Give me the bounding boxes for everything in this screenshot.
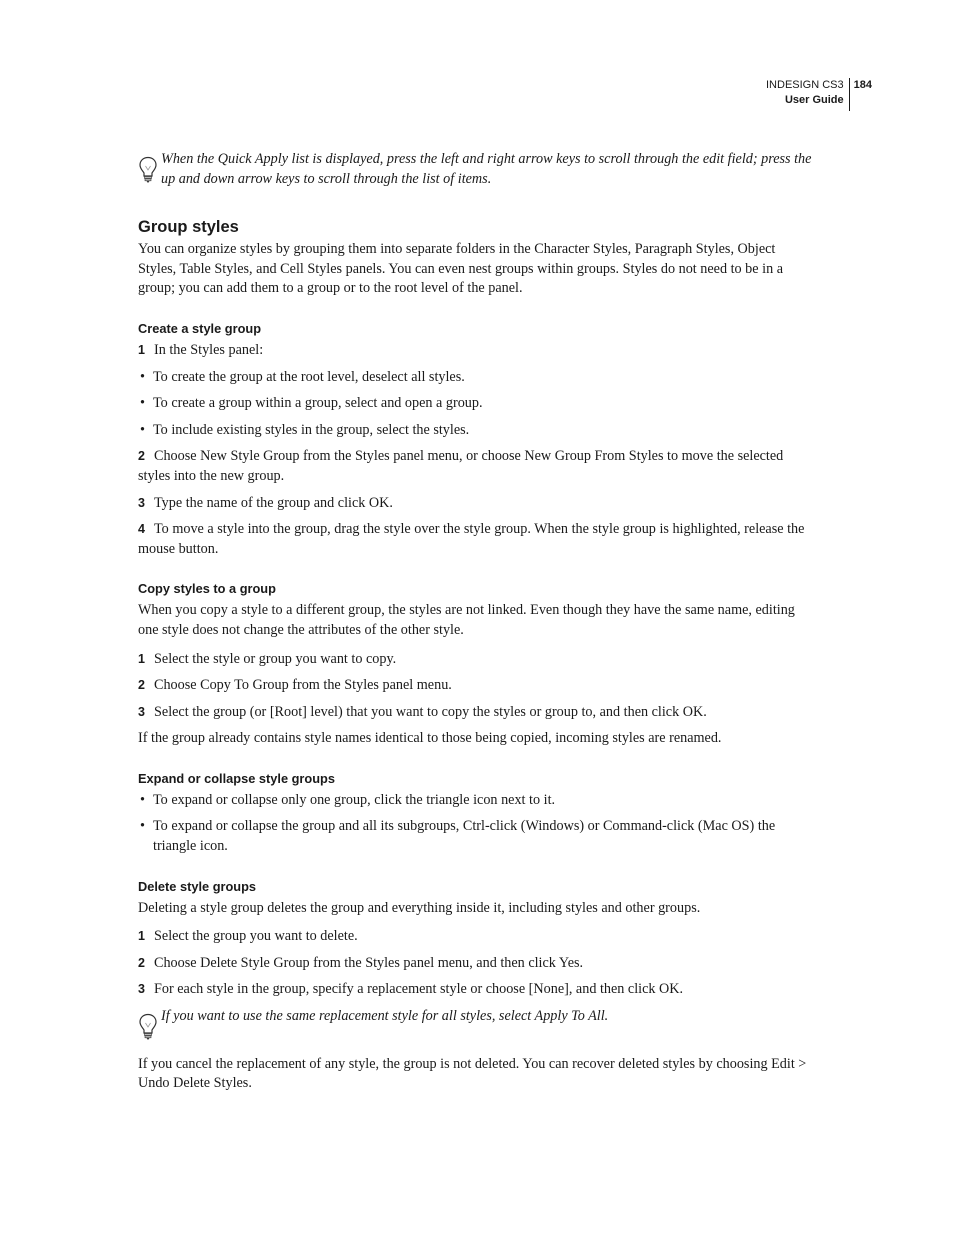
step-text: Choose New Style Group from the Styles panel menu, or choose New Group From Styles to move the selected styles into the new group. (138, 448, 784, 484)
tip-apply-to-all (138, 1007, 816, 1027)
expand-bullet-2 (138, 817, 816, 856)
step-text: To move a style into the group, drag the style over the style group. When the style group is highlighted, release the mouse button. (138, 521, 805, 557)
create-heading: Create a style group (138, 320, 262, 336)
step-number: 1 (138, 651, 145, 666)
copy-heading: Copy styles to a group (138, 581, 276, 597)
bullet-marker: • (140, 791, 145, 808)
delete-step-1 (138, 927, 816, 947)
section-heading: Group styles (138, 218, 239, 237)
tip-text: When the Quick Apply list is displayed, press the left and right arrow keys to scroll through the edit field; press the up and down arrow keys to scroll through the list of items. (161, 151, 812, 187)
page-content (138, 150, 816, 1094)
create-bullet-2 (138, 394, 816, 414)
delete-step-3 (138, 980, 816, 1000)
section-intro: You can organize styles by grouping them into separate folders in the Character Styles, Paragraph Styles, Object Styles, Table Styles, and Cell Styles panels. You can even nest groups within groups. Styles do not need to be in a group; you can add them to a group or to the root level of the panel. (138, 241, 784, 297)
delete-step-2 (138, 954, 816, 974)
lightbulb-icon (138, 1013, 158, 1041)
delete-heading: Delete style groups (138, 878, 257, 894)
bullet-text: To create a group within a group, select and open a group. (153, 395, 483, 412)
copy-note: If the group already contains style names identical to those being copied, incoming styles are renamed. (138, 730, 722, 747)
step-text: Choose Copy To Group from the Styles panel menu. (154, 677, 452, 694)
copy-step-1 (138, 650, 816, 670)
step-text: Select the group you want to delete. (154, 928, 358, 945)
expand-heading: Expand or collapse style groups (138, 770, 335, 786)
delete-intro: Deleting a style group deletes the group and everything inside it, including styles and other groups. (138, 899, 701, 916)
lightbulb-icon (138, 156, 158, 184)
copy-step-3 (138, 703, 816, 723)
step-text: In the Styles panel: (154, 341, 264, 358)
running-header (766, 78, 850, 111)
header-title: INDESIGN CS3 (766, 79, 844, 91)
copy-intro: When you copy a style to a different group, the styles are not linked. Even though they have the same name, editing one style does not change the attributes of the other style. (138, 602, 795, 638)
step-text: Type the name of the group and click OK. (154, 494, 393, 511)
step-number: 2 (138, 955, 145, 970)
bullet-text: To create the group at the root level, deselect all styles. (153, 368, 465, 385)
step-number: 2 (138, 678, 145, 693)
create-bullet-3 (138, 421, 816, 441)
bullet-marker: • (140, 818, 145, 835)
create-step-2 (138, 447, 816, 486)
bullet-marker: • (140, 368, 145, 385)
tip-quick-apply (138, 150, 816, 189)
create-step-4 (138, 520, 816, 559)
expand-bullet-1 (138, 791, 816, 811)
step-number: 3 (138, 704, 145, 719)
step-text: For each style in the group, specify a replacement style or choose [None], and then click OK. (154, 981, 684, 998)
step-text: Select the group (or [Root] level) that you want to copy the styles or group to, and then click OK. (154, 703, 707, 720)
delete-closing: If you cancel the replacement of any style, the group is not deleted. You can recover deleted styles by choosing Edit > Undo Delete Styles. (138, 1055, 807, 1092)
step-number: 2 (138, 449, 145, 464)
page-header (766, 78, 872, 111)
bullet-text: To include existing styles in the group, select the styles. (153, 421, 470, 438)
step-number: 1 (138, 929, 145, 944)
step-number: 3 (138, 495, 145, 510)
header-subtitle: User Guide (784, 94, 844, 106)
copy-step-2 (138, 676, 816, 696)
bullet-marker: • (140, 395, 145, 412)
bullet-text: To expand or collapse the group and all its subgroups, Ctrl-click (Windows) or Command-click (Mac OS) the triangle icon. (153, 818, 776, 855)
page-number: 184 (853, 79, 872, 91)
create-step-3 (138, 494, 816, 514)
bullet-text: To expand or collapse only one group, click the triangle icon next to it. (153, 791, 556, 808)
step-number: 1 (138, 342, 145, 357)
step-number: 3 (138, 982, 145, 997)
step-text: Choose Delete Style Group from the Styles panel menu, and then click Yes. (154, 954, 584, 971)
create-step-1 (138, 341, 816, 361)
tip-text: If you want to use the same replacement style for all styles, select Apply To All. (161, 1008, 609, 1025)
step-number: 4 (138, 522, 145, 537)
bullet-marker: • (140, 421, 145, 438)
create-bullet-1 (138, 368, 816, 388)
step-text: Select the style or group you want to copy. (154, 650, 397, 667)
